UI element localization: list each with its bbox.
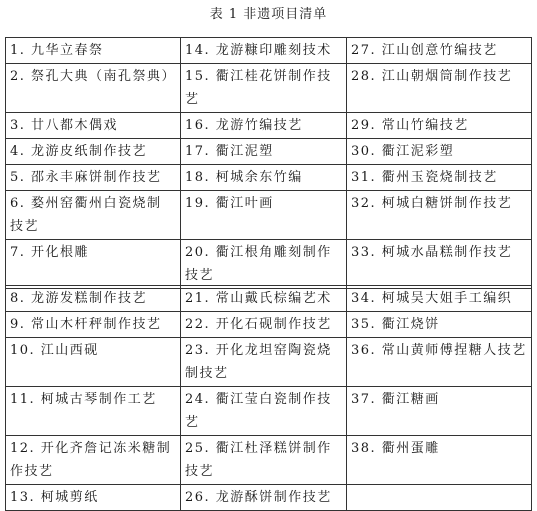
heritage-item-cell: 23. 开化龙坦窑陶瓷烧制技艺 [181,338,347,387]
table-row [6,485,532,511]
heritage-item-cell: 27. 江山创意竹编技艺 [347,38,532,64]
heritage-item-cell: 31. 衢州玉瓷烧制技艺 [347,165,532,191]
heritage-item-cell: 18. 柯城余东竹编 [181,165,347,191]
heritage-item-cell: 6. 婺州窑衢州白瓷烧制技艺 [6,191,181,240]
table-row [6,113,532,139]
heritage-item-cell: 2. 祭孔大典（南孔祭典） [6,64,181,113]
heritage-item-cell: 5. 邵永丰麻饼制作技艺 [6,165,181,191]
heritage-item-cell: 3. 廿八都木偶戏 [6,113,181,139]
heritage-item-cell: 16. 龙游竹编技艺 [181,113,347,139]
heritage-item-cell: 7. 开化根雕 [6,240,181,289]
heritage-item-cell: 25. 衢江杜泽糕饼制作技艺 [181,436,347,485]
heritage-item-cell: 33. 柯城水晶糕制作技艺 [347,240,532,289]
table-row [6,436,532,485]
heritage-item-cell: 17. 衢江泥塑 [181,139,347,165]
heritage-item-cell: 14. 龙游糠印雕刻技术 [181,38,347,64]
table-row [6,64,532,113]
heritage-item-cell: 36. 常山黄师傅捏糖人技艺 [347,338,532,387]
heritage-item-cell: 26. 龙游酥饼制作技艺 [181,485,347,511]
table-caption: 表 1 非遗项目清单 [209,7,328,22]
heritage-item-cell: 21. 常山戴氏棕编艺术 [181,286,347,312]
heritage-item-cell: 19. 衢江叶画 [181,191,347,240]
heritage-item-cell: 20. 衢江根角雕刻制作技艺 [181,240,347,289]
heritage-item-cell: 32. 柯城白糖饼制作技艺 [347,191,532,240]
heritage-item-cell: 29. 常山竹编技艺 [347,113,532,139]
heritage-item-cell: 28. 江山朝烟筒制作技艺 [347,64,532,113]
empty-cell [347,485,532,511]
heritage-table-bottom [5,285,532,511]
heritage-item-cell: 13. 柯城剪纸 [6,485,181,511]
table-row [6,191,532,240]
heritage-item-cell: 37. 衢江糖画 [347,387,532,436]
table-row [6,240,532,289]
heritage-item-cell: 35. 衢江烧饼 [347,312,532,338]
table-row [6,38,532,64]
table-row [6,165,532,191]
heritage-item-cell: 10. 江山西砚 [6,338,181,387]
heritage-item-cell: 30. 衢江泥彩塑 [347,139,532,165]
table-row [6,338,532,387]
table-row [6,139,532,165]
heritage-table-top [5,37,532,289]
heritage-item-cell: 4. 龙游皮纸制作技艺 [6,139,181,165]
heritage-item-cell: 11. 柯城古琴制作工艺 [6,387,181,436]
table-row [6,387,532,436]
heritage-item-cell: 12. 开化齐詹记冻米糖制作技艺 [6,436,181,485]
heritage-item-cell: 1. 九华立春祭 [6,38,181,64]
heritage-item-cell: 9. 常山木杆秤制作技艺 [6,312,181,338]
table-row [6,312,532,338]
heritage-item-cell: 38. 衢州蛋雕 [347,436,532,485]
heritage-item-cell: 8. 龙游发糕制作技艺 [6,286,181,312]
table-row [6,286,532,312]
heritage-item-cell: 24. 衢江莹白瓷制作技艺 [181,387,347,436]
heritage-item-cell: 34. 柯城吴大姐手工编织 [347,286,532,312]
heritage-item-cell: 15. 衢江桂花饼制作技艺 [181,64,347,113]
heritage-item-cell: 22. 开化石砚制作技艺 [181,312,347,338]
